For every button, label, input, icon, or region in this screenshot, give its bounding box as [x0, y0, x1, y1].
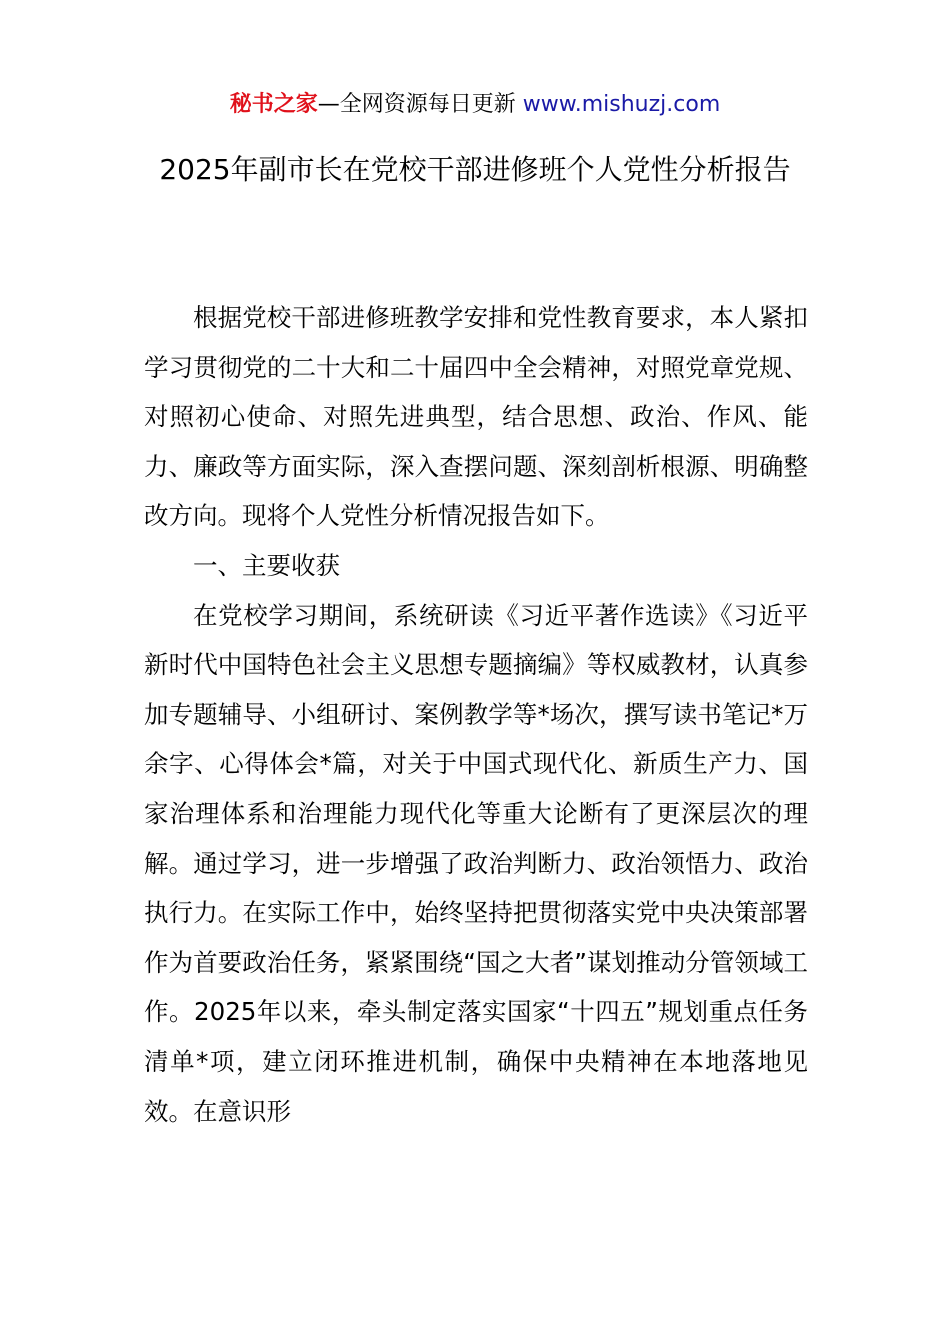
- brand-name: 秘书之家: [229, 92, 318, 117]
- document-body: [144, 293, 808, 1136]
- site-header: [0, 88, 950, 122]
- site-url-link[interactable]: www.mishuzj.com: [522, 92, 721, 117]
- document-title: 2025年副市长在党校干部进修班个人党性分析报告: [159, 153, 791, 186]
- header-tagline: —全网资源每日更新: [317, 92, 523, 117]
- intro-paragraph: 根据党校干部进修班教学安排和党性教育要求，本人紧扣学习贯彻党的二十大和二十届四中全会精神，对照党章党规、对照初心使命、对照先进典型，结合思想、政治、作风、能力、廉政等方面实际，深入查摆问题、深刻剖析根源、明确整改方向。现将个人党性分析情况报告如下。: [144, 303, 808, 531]
- section-heading: 一、主要收获: [193, 550, 340, 580]
- body-paragraph: 在党校学习期间，系统研读《习近平著作选读》《习近平新时代中国特色社会主义思想专题摘编》等权威教材，认真参加专题辅导、小组研讨、案例教学等*场次，撰写读书笔记*万余字、心得体会*篇，对关于中国式现代化、新质生产力、国家治理体系和治理能力现代化等重大论断有了更深层次的理解。通过学习，进一步增强了政治判断力、政治领悟力、政治执行力。在实际工作中，始终坚持把贯彻落实党中央决策部署作为首要政治任务，紧紧围绕“国之大者”谋划推动分管领域工作。2025年以来，牵头制定落实国家“十四五”规划重点任务清单*项，建立闭环推进机制，确保中央精神在本地落地见效。在意识形: [144, 600, 808, 1126]
